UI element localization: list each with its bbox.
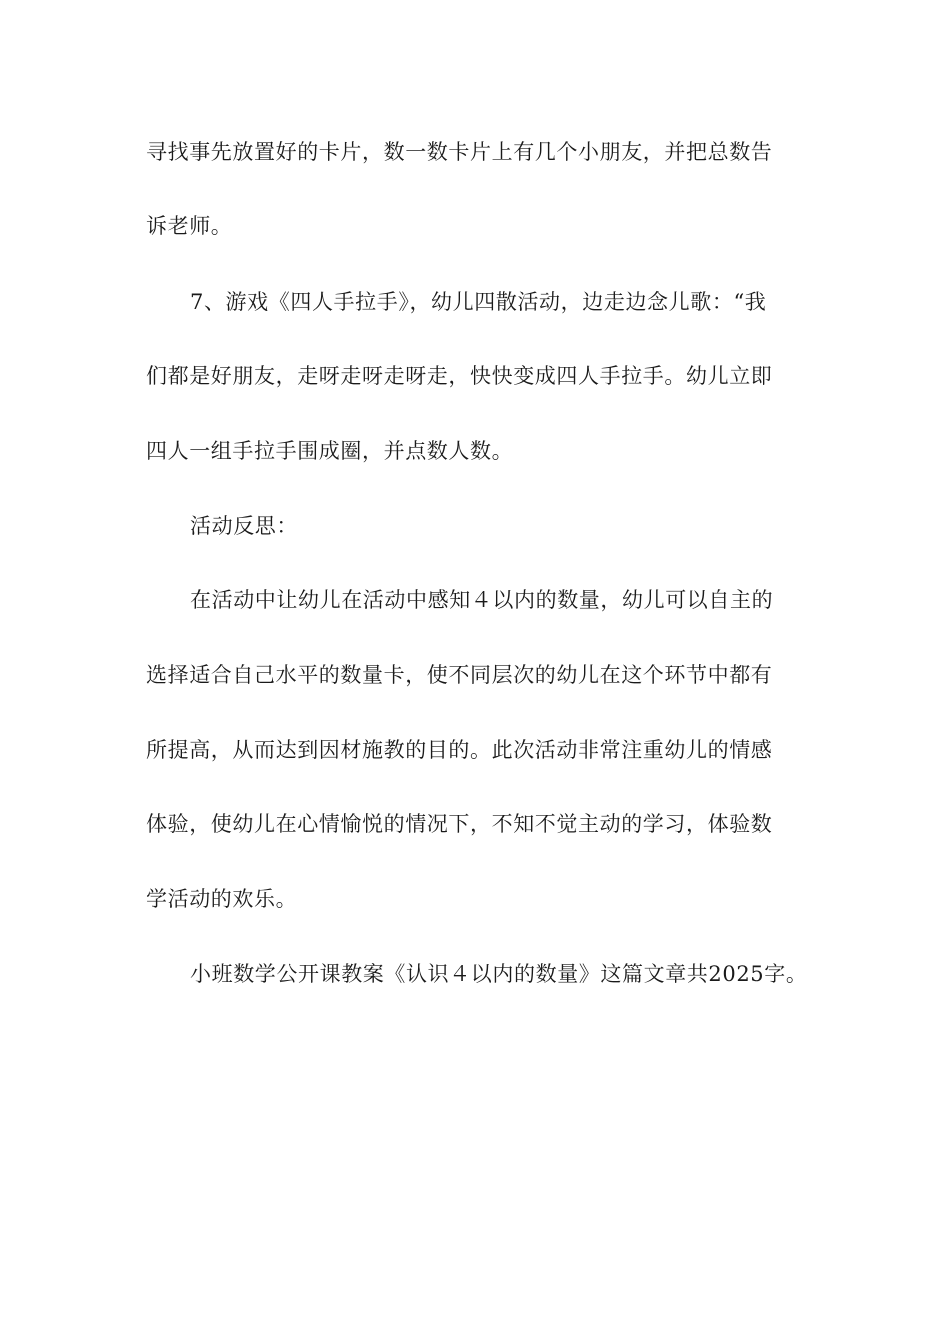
text-line: 四人一组手拉手围成圈，并点数人数。 (146, 439, 514, 463)
text-line: 体验，使幼儿在心情愉悦的情况下，不知不觉主动的学习，体验数 (146, 812, 773, 836)
text-line: 7、游戏《四人手拉手》，幼儿四散活动，边走边念儿歌：“我 (190, 290, 767, 314)
text-line: 选择适合自己水平的数量卡，使不同层次的幼儿在这个环节中都有 (146, 663, 773, 687)
section-heading: 活动反思： (190, 514, 298, 538)
text-line: 寻找事先放置好的卡片，数一数卡片上有几个小朋友，并把总数告 (146, 140, 773, 164)
text-line: 在活动中让幼儿在活动中感知４以内的数量，幼儿可以自主的 (190, 588, 774, 612)
text-line: 小班数学公开课教案《认识４以内的数量》这篇文章共2025字。 (190, 962, 808, 986)
text-line: 诉老师。 (146, 214, 233, 238)
text-line: 们都是好朋友，走呀走呀走呀走，快快变成四人手拉手。幼儿立即 (146, 364, 773, 388)
text-line: 所提高，从而达到因材施教的目的。此次活动非常注重幼儿的情感 (146, 738, 773, 762)
text-line: 学活动的欢乐。 (146, 887, 298, 911)
